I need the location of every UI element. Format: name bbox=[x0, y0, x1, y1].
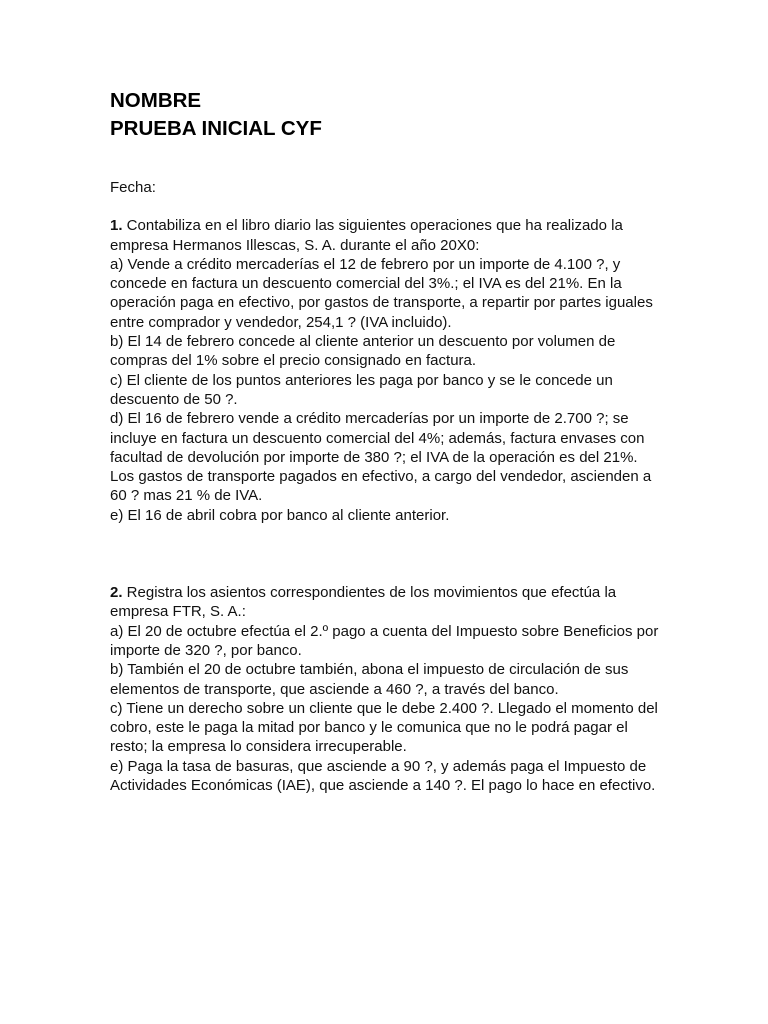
question-1-item-b: b) El 14 de febrero concede al cliente anterior un descuento por volumen de compras del 1% sobre el precio consignado en factura. bbox=[110, 333, 616, 370]
question-2-item-e: e) Paga la tasa de basuras, que asciende a 90 ?, y además paga el Impuesto de Actividades Económicas (IAE), que asciende a 140 ?. El pago lo hace en efectivo. bbox=[110, 757, 656, 795]
question-1-number: 1. bbox=[110, 217, 123, 235]
question-1-item-a: a) Vende a crédito mercaderías el 12 de febrero por un importe de 4.100 ?, y concede en factura un descuento comercial del 3%.; el IVA es del 21%. En la operación paga en efectivo, por gastos de transporte, a repartir por partes iguales entre comprador y vendedor, 254,1 ? (IVA incluido). bbox=[110, 255, 653, 331]
document-page bbox=[110, 87, 660, 795]
question-2-intro bbox=[110, 583, 660, 622]
question-1-item-d: d) El 16 de febrero vende a crédito mercaderías por un importe de 2.700 ?; se incluye en factura un descuento comercial del 4%; además, factura envases con facultad de devolución por importe de 380 ?; el IVA de la operación es del 21%. Los gastos de transporte pagados en efectivo, a cargo del vendedor, ascienden a 60 ? mas 21 % de IVA. bbox=[110, 410, 652, 505]
question-1 bbox=[110, 216, 660, 525]
date-label: Fecha: bbox=[110, 179, 156, 196]
question-2-number: 2. bbox=[110, 584, 123, 602]
question-1-item-c: c) El cliente de los puntos anteriores les paga por banco y se le concede un descuento de 50 ?. bbox=[110, 371, 613, 408]
test-title: PRUEBA INICIAL CYF bbox=[110, 117, 322, 140]
name-heading: NOMBRE bbox=[110, 89, 202, 112]
question-1-intro bbox=[110, 216, 660, 255]
question-1-item-e: e) El 16 de abril cobra por banco al cliente anterior. bbox=[110, 506, 450, 524]
question-2 bbox=[110, 583, 660, 795]
question-2-item-c: c) Tiene un derecho sobre un cliente que le debe 2.400 ?. Llegado el momento del cobro, este le paga la mitad por banco y le comunica que no le podrá pagar el resto; la empresa lo considera irrecuperable. bbox=[110, 699, 658, 756]
question-2-item-a: a) El 20 de octubre efectúa el 2.º pago a cuenta del Impuesto sobre Beneficios por importe de 320 ?, por banco. bbox=[110, 622, 659, 659]
question-2-item-b: b) También el 20 de octubre también, abona el impuesto de circulación de sus elementos de transporte, que asciende a 460 ?, a través del banco. bbox=[110, 661, 629, 698]
question-1-intro-text: Contabiliza en el libro diario las siguientes operaciones que ha realizado la empresa Hermanos Illescas, S. A. durante el año 20X0: bbox=[110, 217, 623, 254]
question-2-intro-text: Registra los asientos correspondientes de los movimientos que efectúa la empresa FTR, S. A.: bbox=[110, 584, 617, 621]
